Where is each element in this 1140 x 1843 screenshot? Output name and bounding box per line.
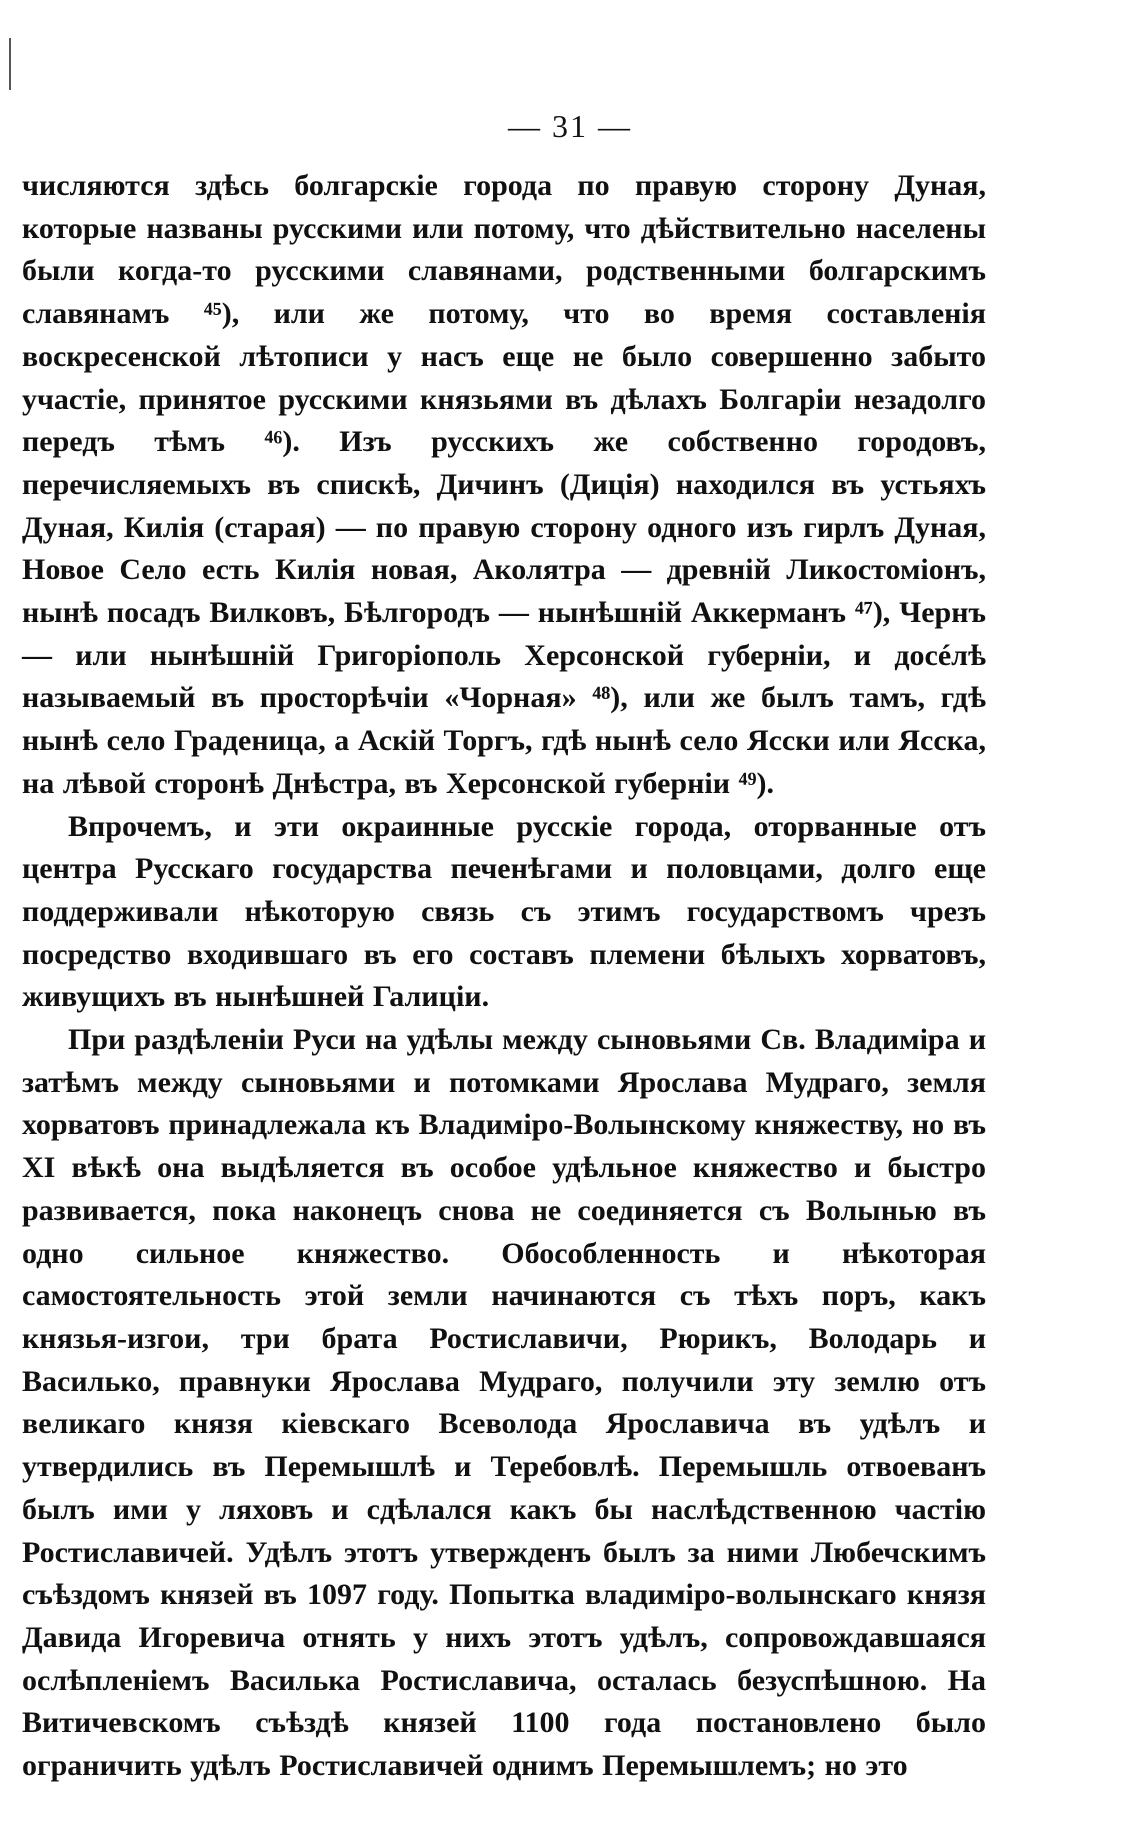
body-text <box>22 165 986 1788</box>
paragraph-continued: числяются здѣсь болгарскіе города по правую сторону Дуная, которые названы русскими или потому, что дѣйствительно населены были когда-то русскими славянами, родственными болгарскимъ славянамъ ⁴⁵), или же потому, что во время составленія воскресенской лѣтописи у насъ еще не было совершенно забыто участіе, принятое русскими князьями въ дѣлахъ Болгаріи незадолго передъ тѣмъ ⁴⁶). Изъ русскихъ же собственно городовъ, перечисляемыхъ въ спискѣ, Дичинъ (Диція) находился въ устьяхъ Дуная, Килія (старая) — по правую сторону одного изъ гирлъ Дуная, Новое Село есть Килія новая, Аколятра — древній Ликостоміонъ, нынѣ посадъ Вилковъ, Бѣлгородъ — нынѣшній Аккерманъ ⁴⁷), Чернъ — или нынѣшній Григоріополь Херсонской губерніи, и досéлѣ называемый въ просторѣчіи «Чорная» ⁴⁸), или же былъ тамъ, гдѣ нынѣ село Граденица, а Аскій Торгъ, гдѣ нынѣ село Ясски или Ясска, на лѣвой сторонѣ Днѣстра, въ Херсонской губерніи ⁴⁹). <box>22 169 986 800</box>
paragraph-principality: При раздѣленіи Руси на удѣлы между сыновьями Св. Владиміра и затѣмъ между сыновьями и потомками Ярослава Мудраго, земля хорватовъ принадлежала къ Владиміро-Волынскому княжеству, но въ XI вѣкѣ она выдѣляется въ особое удѣльное княжество и быстро развивается, пока наконецъ снова не соединяется съ Волынью въ одно сильное княжество. Обособленность и нѣкоторая самостоятельность этой земли начинаются съ тѣхъ поръ, какъ князья-изгои, три брата Ростиславичи, Рюрикъ, Володарь и Василько, правнуки Ярослава Мудраго, получили эту землю отъ великаго князя кіевскаго Всеволода Ярославича въ удѣлъ и утвердились въ Перемышлѣ и Теребовлѣ. Перемышль отвоеванъ былъ ими у ляховъ и сдѣлался какъ бы наслѣдственною частію Ростиславичей. Удѣлъ этотъ утвержденъ былъ за ними Любечскимъ съѣздомъ князей въ 1097 году. Попытка владиміро-волынскаго князя Давида Игоревича отнять у нихъ этотъ удѣлъ, сопровождавшаяся ослѣпленіемъ Василька Ростиславича, осталась безуспѣшною. На Витичевскомъ съѣздѣ князей 1100 года постановлено было ограничить удѣлъ Ростиславичей однимъ Перемышлемъ; но это <box>22 1023 986 1783</box>
paragraph-border-towns: Впрочемъ, и эти окраинные русскіе города, оторванные отъ центра Русскаго государства печенѣгами и половцами, долго еще поддерживали нѣкоторую связь съ этимъ государствомъ чрезъ посредство входившаго въ его составъ племени бѣлыхъ хорватовъ, живущихъ въ нынѣшней Галиціи. <box>22 809 986 1014</box>
margin-scan-mark <box>9 38 11 90</box>
page-number: — 31 — <box>508 108 632 144</box>
